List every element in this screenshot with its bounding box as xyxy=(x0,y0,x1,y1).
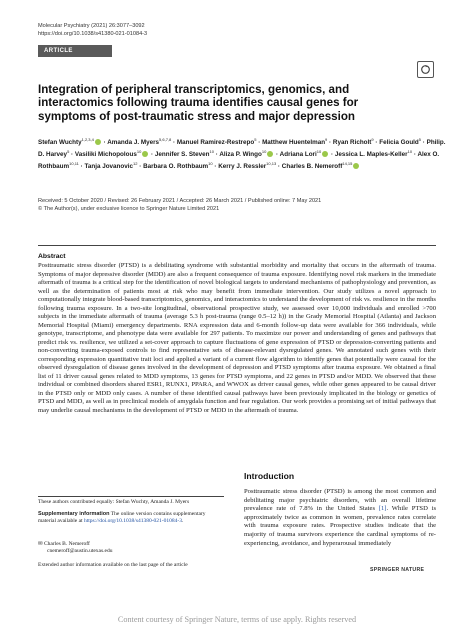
courtesy-notice: Content courtesy of Springer Nature, terms of use apply. Rights reserved xyxy=(117,615,357,624)
orcid-icon[interactable] xyxy=(322,151,328,157)
supplementary-end: . xyxy=(181,518,184,525)
equal-contribution-note: These authors contributed equally: Stefan Wuchty, Amanda J. Myers xyxy=(38,499,190,505)
supplementary-text: The online version contains supplementary material available at xyxy=(38,511,206,525)
refresh-icon xyxy=(420,64,431,75)
author-name[interactable]: Jessica L. Maples-Keller$^{10}$ xyxy=(334,148,413,158)
journal-citation: Molecular Psychiatry (2021) 26:3077–3092 xyxy=(38,23,145,29)
supplementary-info xyxy=(38,511,224,526)
author-name[interactable]: Vasiliki Michopolous$^{10}$ xyxy=(75,151,149,158)
author-name[interactable]: Matthew Huentelman$^9$ xyxy=(262,136,328,146)
publication-dates xyxy=(38,198,448,213)
author-name[interactable]: Barbara O. Rothbaum$^{10}$ xyxy=(143,160,213,170)
article-title: Integration of peripheral transcriptomics, genomics, and interactomics following trauma identifies causal genes for symptoms of post-traumatic stress and major depression xyxy=(38,83,359,123)
introduction-heading: Introduction xyxy=(244,471,295,481)
supplementary-link[interactable]: https://doi.org/10.1038/s41380-021-01084-3 xyxy=(83,518,182,525)
author-name[interactable]: Jennifer S. Steven$^{10}$ xyxy=(154,148,214,158)
author-name[interactable]: Alex O. Rothbaum$^{10,11}$ xyxy=(38,151,440,170)
check-for-updates-badge[interactable] xyxy=(417,61,434,78)
reference-link[interactable]: [1] xyxy=(378,505,387,513)
intro-text-a: Posttraumatic stress disorder (PTSD) is among the most common and debilitating major psychiatric disorders, with an overall lifetime prevalence rate of 7.8% in the United States xyxy=(244,488,436,513)
abstract-heading: Abstract xyxy=(38,253,66,260)
orcid-icon[interactable] xyxy=(95,139,101,145)
orcid-icon[interactable] xyxy=(142,151,148,157)
history-dates: Received: 5 October 2020 / Revised: 26 February 2021 / Accepted: 26 March 2021 / Published online: 7 May 2021 xyxy=(38,198,322,204)
author-name[interactable]: Aliza P. Wingo$^{10}$ xyxy=(219,151,274,158)
publisher-logo: SPRINGER NATURE xyxy=(370,567,425,573)
author-name[interactable]: Charles B. Nemeroff$^{14,15}$ xyxy=(282,163,361,170)
author-name[interactable]: Adriana Lori$^{10}$ xyxy=(280,151,330,158)
extended-author-info: Extended author information available on the last page of the article xyxy=(38,562,188,568)
author-name[interactable]: Stefan Wuchty$^{1,2,3,4}$ xyxy=(38,139,102,146)
introduction-text xyxy=(244,488,436,548)
correspondence xyxy=(38,541,224,556)
doi-link[interactable]: https://doi.org/10.1038/s41380-021-01084-3 xyxy=(38,31,148,37)
copyright-line: © The Author(s), under exclusive licence to Springer Nature Limited 2021 xyxy=(38,205,220,212)
abstract-divider xyxy=(38,245,436,246)
author-name[interactable]: Ryan Richolt$^9$ xyxy=(332,136,374,146)
contact-name: Charles B. Nemeroff xyxy=(43,541,90,547)
contact-email[interactable]: cnemeroff@austin.utexas.edu xyxy=(47,548,113,555)
orcid-icon[interactable] xyxy=(353,163,359,169)
author-name[interactable]: Manuel Ramirez-Restrepo$^5$ xyxy=(176,136,257,146)
abstract-text: Posttraumatic stress disorder (PTSD) is a debilitating syndrome with substantial morbidity and mortality that occurs in the aftermath of trauma. Symptoms of major depressive disorder (MDD) are also a frequent consequence of trauma exposure. Identifying novel risk markers in the immediate aftermath of trauma is a critical step for the identification of novel biological targets to understand mechanisms of pathophysiology and prevention, as well as the determination of patients most at risk who may benefit from immediate intervention. Our study utilizes a novel approach to computationally integrate blood-based transcriptomics, genomics, and interactomics to understand the development of risk vs. resilience in the months following trauma exposure. In a two-site longitudinal, observational prospective study, we assessed over 10,000 individuals and enrolled >700 subjects in the immediate aftermath of trauma (average 5.3 h post-trauma (range 0.5–12 h)) in the Grady Memorial Hospital (Atlanta) and Jackson Memorial Hospital (Miami) emergency departments. RNA expression data and 6-month follow-up data were available for 366 individuals, while genotype, transcriptome, and phenotype data were available for 297 patients. To maximize our power and understanding of genes and pathways that predict risk vs. resilience, we utilized a set-cover approach to capture fluctuations of gene expression of PTSD or depression-converting patients and non-converting trauma-exposed controls to find representative sets of disease-relevant dysregulated genes. We annotated such genes with their corresponding expression quantitative trait loci and applied a variant of a current flow algorithm to identify genes that potentially were causal for the observed dysregulation of disease genes involved in the development of depression and PTSD symptoms after trauma exposure. We obtained a final list of 11 driver causal genes related to MDD symptoms, 13 genes for PTSD symptoms, and 22 genes in PTSD and/or MDD. We observed that these individual or combined disorders shared ESR1, RUNX1, PPARA, and WWOX as driver causal genes, while other genes appeared to be causal driver in the PTSD only or MDD only cases. A number of these identified causal pathways have been previously implicated in the biology or genetics of PTSD and MDD, as well as in preclinical models of amygdala function and fear regulation. Our work provides a promising set of initial pathways that may underlie causal mechanisms in the development of PTSD or MDD in the aftermath of trauma. xyxy=(38,262,436,414)
article-type-tag: ARTICLE xyxy=(38,45,112,57)
author-name[interactable]: Kerry J. Ressler$^{10,13}$ xyxy=(218,160,277,170)
author-name[interactable]: Tanja Jovanovic$^{12}$ xyxy=(84,160,138,170)
author-name[interactable]: Felicia Gould$^5$ xyxy=(379,136,422,146)
orcid-icon[interactable] xyxy=(267,151,273,157)
footnote-divider xyxy=(38,496,224,497)
author-name[interactable]: Amanda J. Myers$^{5,6,7,8}$ xyxy=(107,136,172,146)
author-name[interactable]: Philip. D. Harvey$^5$ xyxy=(38,139,446,158)
intro-text-b: . While PTSD is approximately twice as common in women, prevalence rates correlate with trauma exposure rates. Prospective studies indicate that the majority of trauma survivors experience the cardinal symptoms of re-experiencing, avoidance, and hyperarousal immediately xyxy=(244,505,437,547)
supplementary-label: Supplementary information xyxy=(38,511,110,517)
author-list: Stefan Wuchty$^{1,2,3,4}$ · Amanda J. Myers$^{5,6,7,8}$ · Manuel Ramirez-Restrepo$^5$ · Matthew Huentelman$^9$ · Ryan Richolt$^9$ · Felicia Gould$^5$ · Philip. D. Harvey$^5$ · Vasiliki Michopolous$^{10}$ · Jennifer S. Steven$^{10}$ · Aliza P. Wingo$^{10}$ · Adriana Lori$^{10}$ · Jessica L. Maples-Keller$^{10}$ · Alex O. Rothbaum$^{10,11}$ · Tanja Jovanovic$^{12}$ · Barbara O. Rothbaum$^{10}$ · Kerry J. Ressler$^{10,13}$ · Charles B. Nemeroff$^{14,15}$ xyxy=(38,136,446,170)
mail-icon: ✉ xyxy=(38,541,43,547)
